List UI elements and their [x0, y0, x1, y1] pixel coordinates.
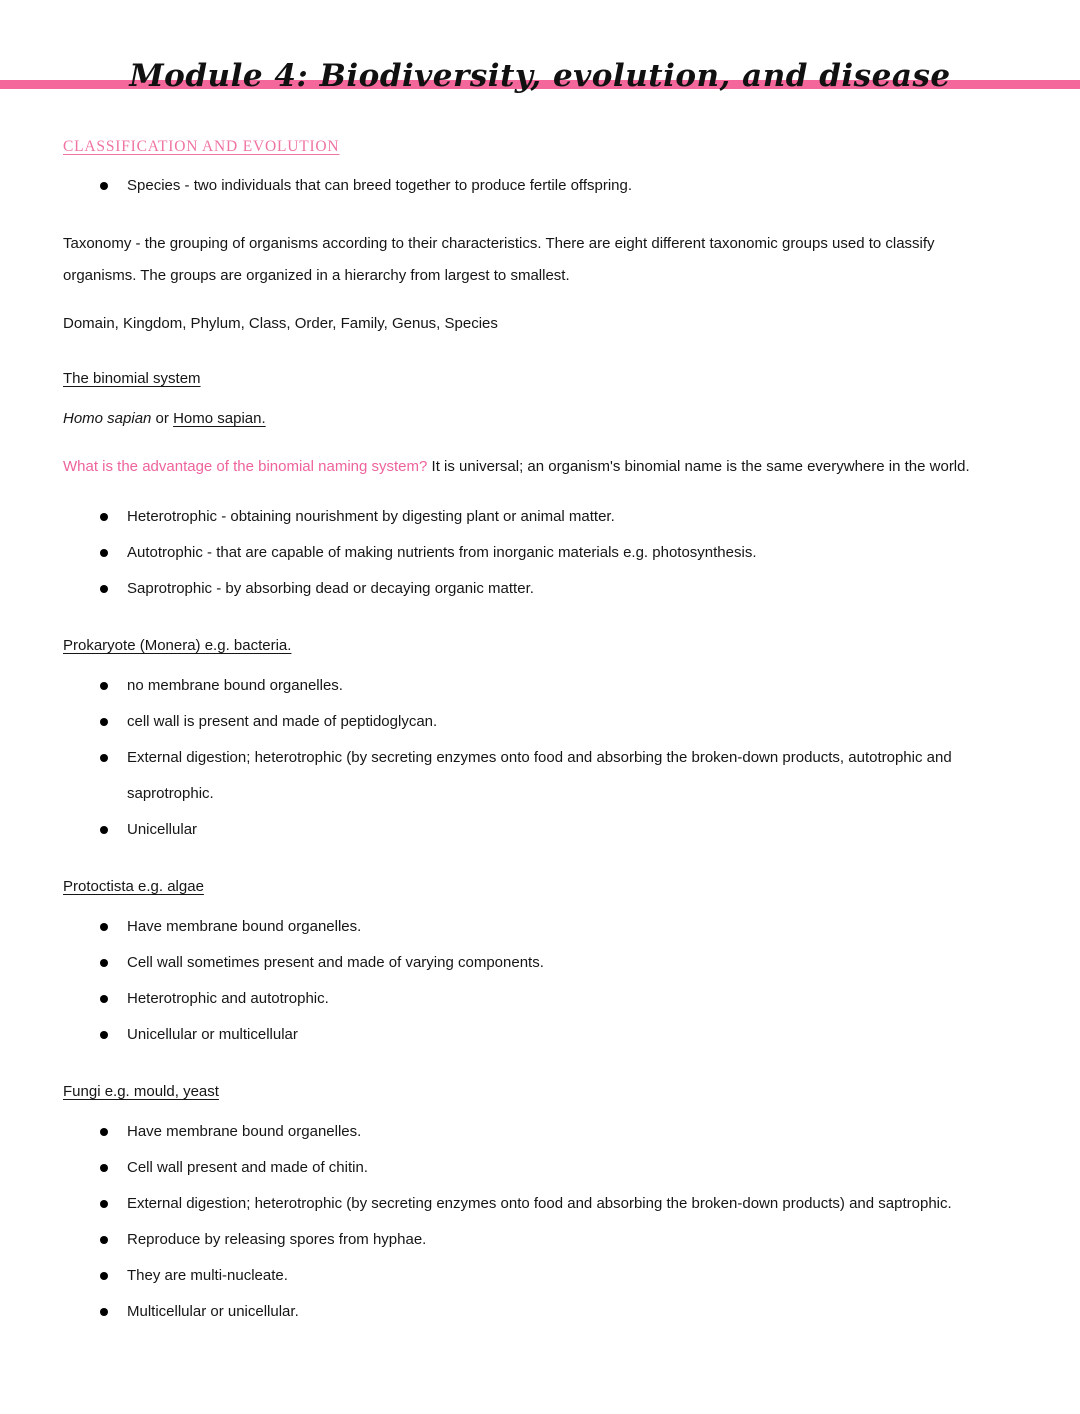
bullet-item: External digestion; heterotrophic (by secreting enzymes onto food and absorbing the broken-down products) and saptrophic.: [100, 1186, 1010, 1222]
text-span: What is the advantage of the binomial naming system?: [63, 458, 432, 475]
bullet-item: Cell wall present and made of chitin.: [100, 1150, 1010, 1186]
bullet-item: Multicellular or unicellular.: [100, 1294, 1010, 1330]
bullet-item: They are multi-nucleate.: [100, 1258, 1010, 1294]
bullet-item: Heterotrophic - obtaining nourishment by digesting plant or animal matter.: [100, 499, 1010, 535]
bullet-list: [100, 668, 1010, 848]
page-title: Module 4: Biodiversity, evolution, and disease: [129, 58, 951, 94]
text-span: It is universal; an organism's binomial name is the same everywhere in the world.: [431, 458, 970, 475]
text-span: Homo sapian: [63, 410, 152, 427]
section-heading: CLASSIFICATION AND EVOLUTION: [63, 138, 340, 155]
bullet-item: Have membrane bound organelles.: [100, 909, 1010, 945]
bullet-item: Cell wall sometimes present and made of varying components.: [100, 945, 1010, 981]
document-body: [0, 94, 1080, 1414]
bullet-item: Unicellular or multicellular: [100, 1017, 1010, 1053]
sub-heading: Prokaryote (Monera) e.g. bacteria.: [63, 637, 292, 654]
bullet-item: Saprotrophic - by absorbing dead or decaying organic matter.: [100, 571, 1010, 607]
bullet-item: Reproduce by releasing spores from hyphae.: [100, 1222, 1010, 1258]
bullet-item: External digestion; heterotrophic (by secreting enzymes onto food and absorbing the broken-down products, autotrophic and saprotrophic.: [100, 740, 1010, 812]
bullet-list: [100, 168, 1010, 204]
text-span: Homo sapian.: [173, 410, 266, 427]
text-span: or: [151, 410, 174, 427]
bullet-item: Have membrane bound organelles.: [100, 1114, 1010, 1150]
paragraph: Taxonomy - the grouping of organisms according to their characteristics. There are eight different taxonomic groups used to classify organisms. The groups are organized in a hierarchy from largest to smallest.: [63, 235, 935, 284]
sub-heading: The binomial system: [63, 370, 201, 387]
bullet-item: no membrane bound organelles.: [100, 668, 1010, 704]
bullet-list: [100, 499, 1010, 607]
rich-paragraph: [63, 451, 1010, 483]
bullet-item: Autotrophic - that are capable of making nutrients from inorganic materials e.g. photosynthesis.: [100, 535, 1010, 571]
bullet-list: [100, 1114, 1010, 1330]
bullet-item: Species - two individuals that can breed together to produce fertile offspring.: [100, 168, 1010, 204]
bullet-item: cell wall is present and made of peptidoglycan.: [100, 704, 1010, 740]
paragraph: Domain, Kingdom, Phylum, Class, Order, Family, Genus, Species: [63, 315, 498, 332]
bullet-item: Unicellular: [100, 812, 1010, 848]
bullet-list: [100, 909, 1010, 1053]
sub-heading: Protoctista e.g. algae: [63, 878, 204, 895]
rich-paragraph: [63, 403, 1010, 435]
sub-heading: Fungi e.g. mould, yeast: [63, 1083, 219, 1100]
bullet-item: Heterotrophic and autotrophic.: [100, 981, 1010, 1017]
